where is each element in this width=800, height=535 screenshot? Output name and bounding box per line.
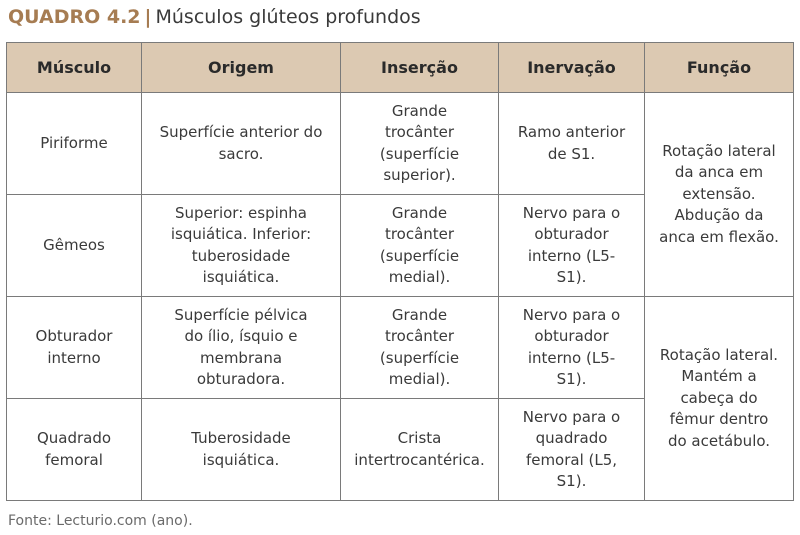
cell-funcao: Rotação lateral da anca em extensão. Abdução da anca em flexão. — [645, 93, 794, 297]
cell-origem: Tuberosidade isquiática. — [142, 399, 341, 501]
table-row — [7, 93, 794, 195]
cell-origem: Superior: espinha isquiática. Inferior: tuberosidade isquiática. — [142, 195, 341, 297]
cell-insercao: Grande trocânter (superfície medial). — [341, 297, 499, 399]
muscles-table — [6, 42, 794, 501]
header-origem: Origem — [142, 43, 341, 93]
cell-origem: Superfície pélvica do ílio, ísquio e membrana obturadora. — [142, 297, 341, 399]
cell-insercao: Crista intertrocantérica. — [341, 399, 499, 501]
cell-musculo: Obturador interno — [7, 297, 142, 399]
header-insercao: Inserção — [341, 43, 499, 93]
table-number: QUADRO 4.2 — [8, 6, 141, 28]
title-separator: | — [144, 6, 152, 28]
cell-musculo: Piriforme — [7, 93, 142, 195]
table-header-row — [7, 43, 794, 93]
header-funcao: Função — [645, 43, 794, 93]
cell-inervacao: Nervo para o obturador interno (L5-S1). — [499, 195, 645, 297]
title-text: Músculos glúteos profundos — [155, 6, 421, 28]
cell-funcao: Rotação lateral. Mantém a cabeça do fêmur dentro do acetábulo. — [645, 297, 794, 501]
cell-insercao: Grande trocânter (superfície medial). — [341, 195, 499, 297]
cell-inervacao: Nervo para o obturador interno (L5-S1). — [499, 297, 645, 399]
table-row — [7, 297, 794, 399]
cell-inervacao: Ramo anterior de S1. — [499, 93, 645, 195]
header-musculo: Músculo — [7, 43, 142, 93]
header-inervacao: Inervação — [499, 43, 645, 93]
cell-origem: Superfície anterior do sacro. — [142, 93, 341, 195]
cell-musculo: Quadrado femoral — [7, 399, 142, 501]
source-note: Fonte: Lecturio.com (ano). — [8, 513, 193, 529]
cell-inervacao: Nervo para o quadrado femoral (L5, S1). — [499, 399, 645, 501]
cell-musculo: Gêmeos — [7, 195, 142, 297]
table-title — [8, 5, 421, 29]
cell-insercao: Grande trocânter (superfície superior). — [341, 93, 499, 195]
